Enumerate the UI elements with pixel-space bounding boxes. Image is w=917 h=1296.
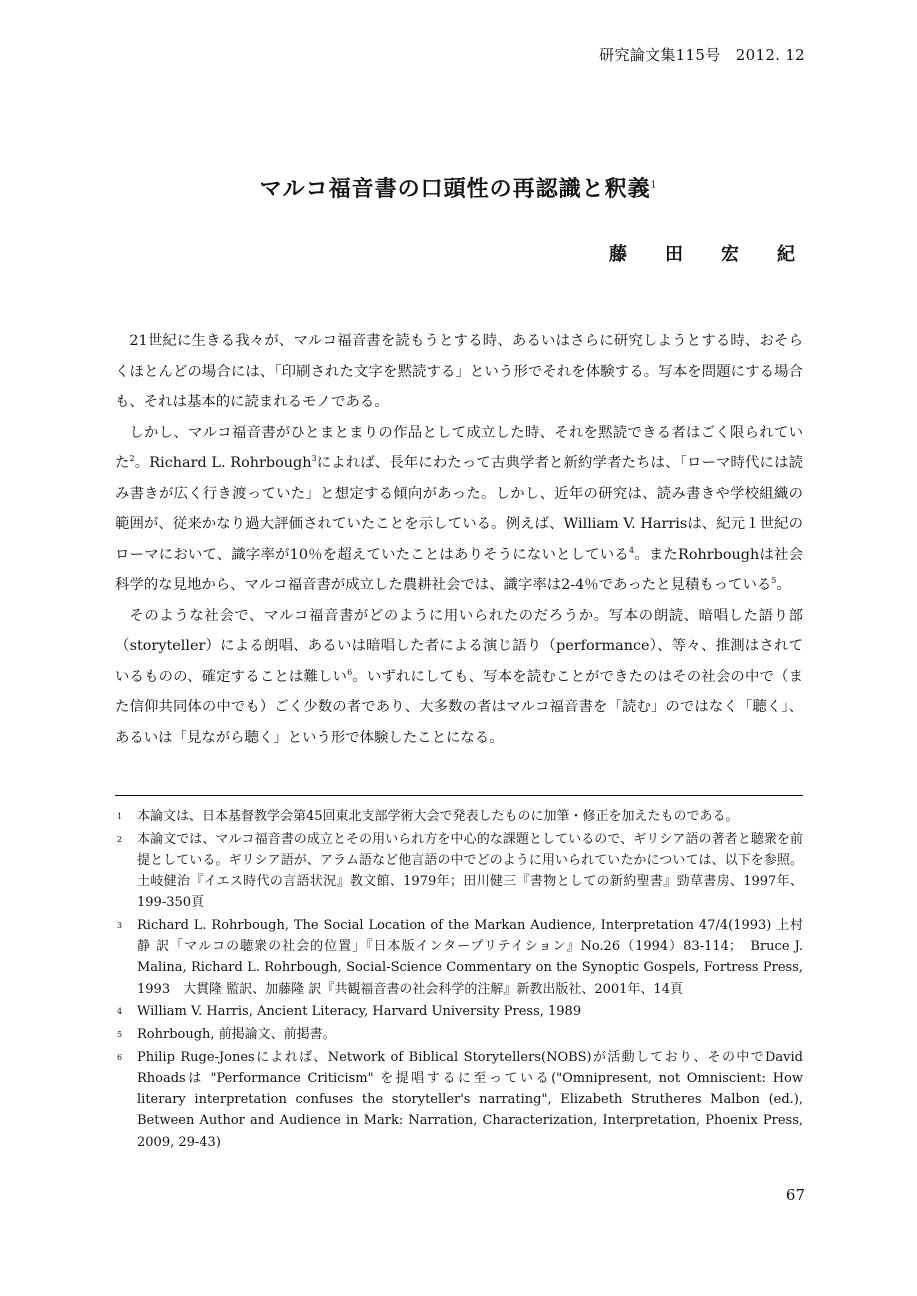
footnote-ref-5[interactable]: 5 — [771, 576, 777, 586]
footnotes — [115, 806, 803, 1154]
title-text: マルコ福音書の口頭性の再認識と釈義 — [259, 176, 651, 202]
paragraph-3-text-a: そのような社会で、マルコ福音書がどのように用いられたのだろうか。写本の朗読、暗唱した語り部（storyteller）による朗唱、あるいは暗唱した者による演じ語り（performance）、等々、推測はされているものの、確定することは難しい — [115, 607, 803, 685]
footnote-ref-6[interactable]: 6 — [347, 667, 353, 677]
footnote-number: 2 — [117, 834, 123, 844]
footnote-3 — [115, 915, 803, 1000]
footnote-text: Rohrbough, 前掲論文、前掲書。 — [137, 1027, 336, 1043]
page-number: 67 — [785, 1186, 805, 1204]
paragraph-2-text-a: しかし、マルコ福音書がひとまとまりの作品として成立した時、それを黙読できる者はごく限られていた — [115, 424, 803, 471]
paragraph-2-text-b: 。Richard L. Rohrbough — [134, 455, 312, 471]
footnote-6 — [115, 1047, 803, 1153]
paragraph-3 — [115, 601, 803, 754]
footnote-1 — [115, 806, 803, 827]
paragraph-2-text-d: 。またRohrboughは社会科学的な見地から、マルコ福音書が成立した農耕社会では、識字率は2-4％であったと見積もっている — [115, 546, 803, 593]
footnote-text: 本論文は、日本基督教学会第45回東北支部学術大会で発表したものに加筆・修正を加えたものである。 — [137, 809, 739, 824]
footnote-ref-4[interactable]: 4 — [628, 545, 635, 555]
footnote-2 — [115, 829, 803, 914]
paragraph-1 — [115, 326, 803, 418]
footnote-ref-2[interactable]: 2 — [129, 454, 135, 464]
footnote-number: 4 — [117, 1007, 123, 1017]
footnote-number: 5 — [117, 1030, 123, 1040]
paragraph-2-text-c: によれば、長年にわたって古典学者と新約学者たちは、「ローマ時代には読み書きが広く行き渡っていた」と想定する傾向があった。しかし、近年の研究は、読み書きや学校組織の範囲が、従来かなり過大評価されていたことを示している。例えば、William V. Harrisは、紀元１世紀のローマにおいて、識字率が10％を超えていたことはありそうにないとしている — [115, 455, 803, 563]
footnote-ref-3[interactable]: 3 — [311, 454, 317, 464]
footnote-text: Richard L. Rohrbough, The Social Location of the Markan Audience, Interpretation 47/4(1993) 上村静 訳「マルコの聴衆の社会的位置」『日本版インタープリテイション』No.26（1994）83-114； Bruce J. Malina, Richard L. Rohrbough, Social-Science Commentary on the Synoptic Gospels, Fortress Press, 1993 大貫隆 監訳、加藤隆 訳『共観福音書の社会科学的注解』新教出版社、2001年、14頁 — [137, 918, 803, 997]
journal-header: 研究論文集115号 2012. 12 — [599, 46, 805, 64]
footnote-text: William V. Harris, Ancient Literacy, Harvard University Press, 1989 — [137, 1004, 582, 1020]
footnote-5 — [115, 1024, 803, 1045]
footnote-4 — [115, 1001, 803, 1022]
paragraph-3-text-b: 。いずれにしても、写本を読むことができたのはその社会の中で（また信仰共同体の中でも）ごく少数の者であり、大多数の者はマルコ福音書を「読む」のではなく「聴く」、あるいは「見ながら聴く」という形で体験したことになる。 — [115, 668, 803, 746]
footnote-number: 6 — [117, 1052, 123, 1062]
body-text — [115, 326, 803, 753]
footnote-number: 3 — [117, 921, 123, 931]
footnote-number: 1 — [117, 812, 123, 821]
title-footnote-ref[interactable]: 1 — [650, 180, 658, 191]
footnote-text: Philip Ruge-Jonesによれば、Network of Biblical Storytellers(NOBS)が活動しており、その中でDavid Rhoadsは "Performance Criticism" を提唱するに至っている("Omnipresent, not Omniscient: How literary interpretation confuses the storyteller's narrating", Elizabeth Strutheres Malbon (ed.), Between Author and Audience in Mark: Narration, Characterization, Interpretation, Phoenix Press, 2009, 29-43) — [137, 1049, 803, 1150]
footnote-divider — [115, 795, 803, 796]
paper-title — [0, 172, 917, 203]
paragraph-1-text: 21世紀に生きる我々が、マルコ福音書を読もうとする時、あるいはさらに研究しようとする時、おそらくほとんどの場合には、「印刷された文字を黙読する」という形でそれを体験する。写本を問題にする場合も、それは基本的に読まれるモノである。 — [115, 333, 803, 410]
footnote-text: 本論文では、マルコ福音書の成立とその用いられ方を中心的な課題としているので、ギリシア語の著者と聴衆を前提としている。ギリシア語が、アラム語など他言語の中でどのように用いられていたかについては、以下を参照。土岐健治『イエス時代の言語状況』教文館、1979年；田川健三『書物としての新約聖書』勁草書房、1997年、199-350頁 — [137, 831, 803, 911]
paragraph-2 — [115, 418, 803, 601]
author-name: 藤 田 宏 紀 — [609, 244, 805, 265]
paragraph-2-text-e: 。 — [776, 577, 791, 593]
